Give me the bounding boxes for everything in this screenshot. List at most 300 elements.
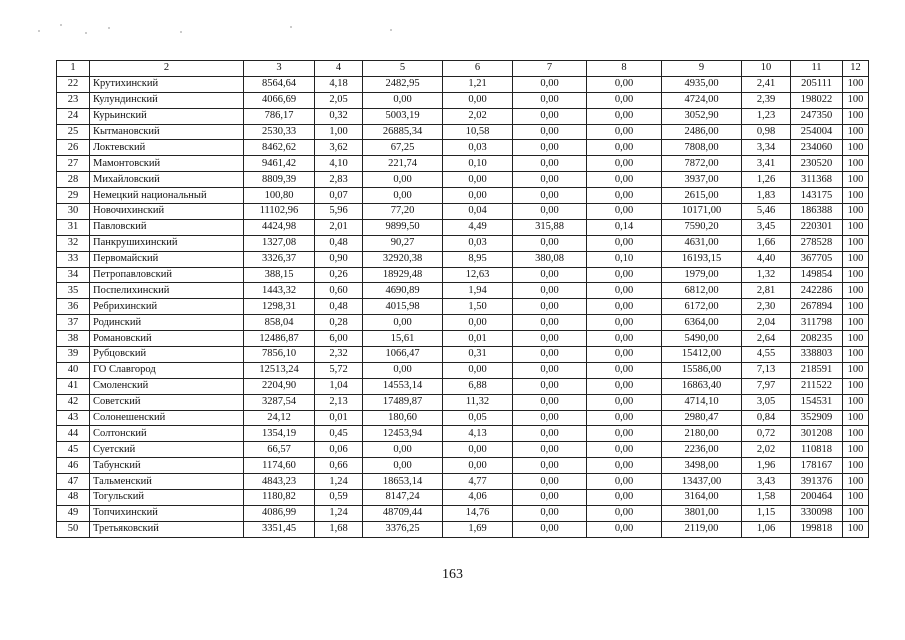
table-cell: 10,58: [443, 124, 513, 140]
table-cell: 352909: [791, 410, 843, 426]
table-cell: 2,13: [315, 394, 363, 410]
table-cell: 16193,15: [662, 251, 742, 267]
table-cell: 15586,00: [662, 362, 742, 378]
table-cell: 11102,96: [244, 204, 315, 220]
table-cell: 1,50: [443, 299, 513, 315]
table-row: [57, 188, 869, 204]
district-name-cell: Кытмановский: [90, 124, 244, 140]
district-name-cell: Новочихинский: [90, 204, 244, 220]
table-cell: 1,23: [742, 108, 791, 124]
table-cell: 0,00: [587, 394, 662, 410]
district-name-cell: Рубцовский: [90, 347, 244, 363]
table-cell: 0,00: [513, 140, 587, 156]
table-cell: 0,00: [513, 505, 587, 521]
table-cell: 208235: [791, 331, 843, 347]
district-name-cell: Мамонтовский: [90, 156, 244, 172]
row-number-cell: 32: [57, 235, 90, 251]
table-cell: 858,04: [244, 315, 315, 331]
table-cell: 4843,23: [244, 474, 315, 490]
table-cell: 10171,00: [662, 204, 742, 220]
table-cell: 7,97: [742, 378, 791, 394]
district-name-cell: Панкрушихинский: [90, 235, 244, 251]
table-cell: 2204,90: [244, 378, 315, 394]
district-name-cell: Локтевский: [90, 140, 244, 156]
table-cell: 4,55: [742, 347, 791, 363]
table-cell: 0,00: [587, 458, 662, 474]
row-number-cell: 43: [57, 410, 90, 426]
table-cell: 0,00: [513, 378, 587, 394]
table-cell: 247350: [791, 108, 843, 124]
table-cell: 1,32: [742, 267, 791, 283]
table-cell: 0,05: [443, 410, 513, 426]
table-cell: 0,00: [513, 474, 587, 490]
row-number-cell: 42: [57, 394, 90, 410]
table-cell: 4,77: [443, 474, 513, 490]
table-row: [57, 251, 869, 267]
table-cell: 1,66: [742, 235, 791, 251]
table-cell: 0,00: [587, 156, 662, 172]
table-row: [57, 521, 869, 537]
table-cell: 4,10: [315, 156, 363, 172]
table-cell: 100: [843, 426, 869, 442]
table-cell: 1,24: [315, 474, 363, 490]
table-cell: 1,04: [315, 378, 363, 394]
table-cell: 0,00: [513, 521, 587, 537]
table-cell: 3,43: [742, 474, 791, 490]
table-cell: 8,95: [443, 251, 513, 267]
table-cell: 0,00: [443, 442, 513, 458]
table-cell: 2236,00: [662, 442, 742, 458]
column-header: 9: [662, 61, 742, 77]
table-cell: 2180,00: [662, 426, 742, 442]
table-cell: 100: [843, 204, 869, 220]
row-number-cell: 34: [57, 267, 90, 283]
table-cell: 3376,25: [363, 521, 443, 537]
table-cell: 7872,00: [662, 156, 742, 172]
table-cell: 5490,00: [662, 331, 742, 347]
table-cell: 0,00: [513, 315, 587, 331]
table-cell: 0,00: [587, 521, 662, 537]
table-cell: 67,25: [363, 140, 443, 156]
table-cell: 0,00: [363, 315, 443, 331]
table-cell: 1443,32: [244, 283, 315, 299]
row-number-cell: 31: [57, 219, 90, 235]
table-cell: 3498,00: [662, 458, 742, 474]
table-cell: 0,00: [513, 410, 587, 426]
table-row: [57, 426, 869, 442]
table-cell: 1354,19: [244, 426, 315, 442]
table-cell: 0,26: [315, 267, 363, 283]
table-cell: 32920,38: [363, 251, 443, 267]
district-name-cell: Третьяковский: [90, 521, 244, 537]
table-cell: 100: [843, 458, 869, 474]
table-cell: 267894: [791, 299, 843, 315]
column-header: 12: [843, 61, 869, 77]
table-cell: 100,80: [244, 188, 315, 204]
table-row: [57, 140, 869, 156]
table-cell: 200464: [791, 490, 843, 506]
table-cell: 100: [843, 315, 869, 331]
column-header: 11: [791, 61, 843, 77]
table-cell: 1,21: [443, 76, 513, 92]
table-cell: 1,15: [742, 505, 791, 521]
table-cell: 0,32: [315, 108, 363, 124]
district-name-cell: Родинский: [90, 315, 244, 331]
table-cell: 0,00: [587, 347, 662, 363]
table-cell: 0,84: [742, 410, 791, 426]
row-number-cell: 48: [57, 490, 90, 506]
table-row: [57, 219, 869, 235]
table-row: [57, 172, 869, 188]
table-cell: 4,49: [443, 219, 513, 235]
table-cell: 0,00: [513, 188, 587, 204]
table-cell: 0,07: [315, 188, 363, 204]
table-cell: 0,59: [315, 490, 363, 506]
table-cell: 15412,00: [662, 347, 742, 363]
row-number-cell: 38: [57, 331, 90, 347]
table-cell: 100: [843, 410, 869, 426]
table-cell: 13437,00: [662, 474, 742, 490]
table-cell: 0,00: [513, 442, 587, 458]
table-cell: 2119,00: [662, 521, 742, 537]
table-cell: 0,01: [315, 410, 363, 426]
table-cell: 0,10: [443, 156, 513, 172]
table-cell: 1298,31: [244, 299, 315, 315]
table-cell: 0,00: [587, 474, 662, 490]
table-cell: 380,08: [513, 251, 587, 267]
table-cell: 211522: [791, 378, 843, 394]
table-cell: 367705: [791, 251, 843, 267]
row-number-cell: 41: [57, 378, 90, 394]
table-cell: 3164,00: [662, 490, 742, 506]
table-cell: 199818: [791, 521, 843, 537]
table-cell: 0,00: [513, 92, 587, 108]
table-cell: 14553,14: [363, 378, 443, 394]
district-name-cell: Топчихинский: [90, 505, 244, 521]
table-cell: 8809,39: [244, 172, 315, 188]
table-cell: 198022: [791, 92, 843, 108]
table-cell: 0,00: [587, 188, 662, 204]
table-cell: 0,00: [443, 362, 513, 378]
table-cell: 9899,50: [363, 219, 443, 235]
table-cell: 4066,69: [244, 92, 315, 108]
table-cell: 100: [843, 394, 869, 410]
table-cell: 1180,82: [244, 490, 315, 506]
table-cell: 12513,24: [244, 362, 315, 378]
table-cell: 4424,98: [244, 219, 315, 235]
row-number-cell: 29: [57, 188, 90, 204]
table-cell: 3052,90: [662, 108, 742, 124]
column-header: 4: [315, 61, 363, 77]
scan-artifacts: [30, 18, 450, 38]
table-cell: 5,46: [742, 204, 791, 220]
table-row: [57, 267, 869, 283]
table-cell: 0,00: [513, 172, 587, 188]
table-cell: 8147,24: [363, 490, 443, 506]
table-row: [57, 204, 869, 220]
table-cell: 0,31: [443, 347, 513, 363]
row-number-cell: 46: [57, 458, 90, 474]
table-cell: 2980,47: [662, 410, 742, 426]
table-cell: 0,00: [363, 458, 443, 474]
table-cell: 0,00: [363, 172, 443, 188]
table-cell: 0,00: [513, 267, 587, 283]
table-cell: 311798: [791, 315, 843, 331]
table-cell: 100: [843, 474, 869, 490]
table-cell: 0,00: [513, 235, 587, 251]
table-row: [57, 108, 869, 124]
table-row: [57, 474, 869, 490]
table-cell: 7808,00: [662, 140, 742, 156]
row-number-cell: 39: [57, 347, 90, 363]
table-cell: 100: [843, 442, 869, 458]
table-cell: 1,96: [742, 458, 791, 474]
table-cell: 0,04: [443, 204, 513, 220]
table-cell: 180,60: [363, 410, 443, 426]
table-cell: 0,00: [513, 331, 587, 347]
table-cell: 100: [843, 283, 869, 299]
table-cell: 5,96: [315, 204, 363, 220]
table-cell: 12486,87: [244, 331, 315, 347]
table-cell: 1174,60: [244, 458, 315, 474]
column-header: 3: [244, 61, 315, 77]
district-name-cell: Тальменский: [90, 474, 244, 490]
table-cell: 0,00: [587, 140, 662, 156]
table-cell: 100: [843, 267, 869, 283]
table-cell: 0,00: [513, 347, 587, 363]
table-cell: 1979,00: [662, 267, 742, 283]
table-cell: 0,00: [513, 394, 587, 410]
table-cell: 100: [843, 188, 869, 204]
table-row: [57, 124, 869, 140]
column-header: 5: [363, 61, 443, 77]
table-cell: 0,90: [315, 251, 363, 267]
table-cell: 15,61: [363, 331, 443, 347]
table-cell: 100: [843, 347, 869, 363]
table-cell: 0,00: [587, 124, 662, 140]
table-cell: 0,00: [587, 267, 662, 283]
table-cell: 0,00: [363, 362, 443, 378]
table-cell: 5003,19: [363, 108, 443, 124]
table-row: [57, 505, 869, 521]
table-cell: 3351,45: [244, 521, 315, 537]
table-cell: 100: [843, 92, 869, 108]
table-row: [57, 331, 869, 347]
table-cell: 205111: [791, 76, 843, 92]
table-row: [57, 394, 869, 410]
district-name-cell: Кулундинский: [90, 92, 244, 108]
table-cell: 0,45: [315, 426, 363, 442]
district-name-cell: Крутихинский: [90, 76, 244, 92]
table-cell: 0,00: [443, 172, 513, 188]
table-cell: 100: [843, 362, 869, 378]
table-cell: 0,10: [587, 251, 662, 267]
table-cell: 0,00: [513, 490, 587, 506]
table-cell: 221,74: [363, 156, 443, 172]
row-number-cell: 33: [57, 251, 90, 267]
table-cell: 0,00: [513, 204, 587, 220]
table-cell: 786,17: [244, 108, 315, 124]
table-row: [57, 299, 869, 315]
table-cell: 0,00: [587, 410, 662, 426]
table-row: [57, 347, 869, 363]
table-row: [57, 458, 869, 474]
table-cell: 4,06: [443, 490, 513, 506]
table-cell: 6,00: [315, 331, 363, 347]
table-cell: 90,27: [363, 235, 443, 251]
table-cell: 3,62: [315, 140, 363, 156]
table-cell: 4086,99: [244, 505, 315, 521]
table-cell: 186388: [791, 204, 843, 220]
table-cell: 2,83: [315, 172, 363, 188]
table-row: [57, 156, 869, 172]
district-name-cell: Тогульский: [90, 490, 244, 506]
table-cell: 17489,87: [363, 394, 443, 410]
table-cell: 254004: [791, 124, 843, 140]
table-cell: 0,00: [587, 172, 662, 188]
table-cell: 1,69: [443, 521, 513, 537]
table-cell: 0,00: [587, 108, 662, 124]
table-cell: 0,00: [443, 315, 513, 331]
table-cell: 0,00: [513, 76, 587, 92]
table-cell: 2,01: [315, 219, 363, 235]
column-header: 6: [443, 61, 513, 77]
table-row: [57, 378, 869, 394]
table-cell: 3801,00: [662, 505, 742, 521]
district-name-cell: Павловский: [90, 219, 244, 235]
district-name-cell: Суетский: [90, 442, 244, 458]
table-cell: 24,12: [244, 410, 315, 426]
table-cell: 9461,42: [244, 156, 315, 172]
table-cell: 18929,48: [363, 267, 443, 283]
table-cell: 2,64: [742, 331, 791, 347]
column-header: 2: [90, 61, 244, 77]
table-cell: 0,00: [587, 378, 662, 394]
table-cell: 0,01: [443, 331, 513, 347]
row-number-cell: 22: [57, 76, 90, 92]
district-name-cell: Табунский: [90, 458, 244, 474]
table-cell: 0,00: [513, 108, 587, 124]
table-cell: 16863,40: [662, 378, 742, 394]
row-number-cell: 30: [57, 204, 90, 220]
table-cell: 12,63: [443, 267, 513, 283]
row-number-cell: 27: [57, 156, 90, 172]
table-cell: 1,83: [742, 188, 791, 204]
table-cell: 0,06: [315, 442, 363, 458]
table-cell: 2,04: [742, 315, 791, 331]
row-number-cell: 24: [57, 108, 90, 124]
table-body: [57, 76, 869, 537]
table-cell: 8564,64: [244, 76, 315, 92]
table-cell: 4015,98: [363, 299, 443, 315]
table-cell: 0,00: [587, 204, 662, 220]
table-cell: 14,76: [443, 505, 513, 521]
table-cell: 143175: [791, 188, 843, 204]
table-cell: 0,00: [587, 505, 662, 521]
table-cell: 7,13: [742, 362, 791, 378]
table-cell: 1066,47: [363, 347, 443, 363]
district-name-cell: Первомайский: [90, 251, 244, 267]
table-cell: 100: [843, 299, 869, 315]
table-cell: 2,05: [315, 92, 363, 108]
row-number-cell: 40: [57, 362, 90, 378]
table-cell: 315,88: [513, 219, 587, 235]
table-cell: 0,00: [587, 92, 662, 108]
table-cell: 0,60: [315, 283, 363, 299]
table-cell: 66,57: [244, 442, 315, 458]
table-cell: 338803: [791, 347, 843, 363]
row-number-cell: 49: [57, 505, 90, 521]
table-cell: 0,00: [363, 188, 443, 204]
table-cell: 4631,00: [662, 235, 742, 251]
table-cell: 3287,54: [244, 394, 315, 410]
table-cell: 311368: [791, 172, 843, 188]
table-cell: 0,48: [315, 299, 363, 315]
table-cell: 0,03: [443, 235, 513, 251]
table-cell: 1,24: [315, 505, 363, 521]
table-cell: 0,28: [315, 315, 363, 331]
district-name-cell: Михайловский: [90, 172, 244, 188]
table-cell: 2530,33: [244, 124, 315, 140]
table-cell: 0,00: [513, 124, 587, 140]
table-cell: 0,00: [587, 235, 662, 251]
table-cell: 0,00: [513, 299, 587, 315]
table-cell: 230520: [791, 156, 843, 172]
table-cell: 11,32: [443, 394, 513, 410]
column-header: 10: [742, 61, 791, 77]
table-cell: 0,00: [513, 426, 587, 442]
table-cell: 2,39: [742, 92, 791, 108]
table-cell: 301208: [791, 426, 843, 442]
table-cell: 388,15: [244, 267, 315, 283]
table-cell: 3,41: [742, 156, 791, 172]
table-cell: 7856,10: [244, 347, 315, 363]
table-cell: 0,03: [443, 140, 513, 156]
table-cell: 0,00: [443, 92, 513, 108]
table-cell: 2615,00: [662, 188, 742, 204]
column-header: 7: [513, 61, 587, 77]
table-cell: 1,68: [315, 521, 363, 537]
table-cell: 100: [843, 251, 869, 267]
table-cell: 77,20: [363, 204, 443, 220]
table-cell: 6172,00: [662, 299, 742, 315]
row-number-cell: 35: [57, 283, 90, 299]
table-cell: 110818: [791, 442, 843, 458]
table-cell: 100: [843, 172, 869, 188]
table-row: [57, 362, 869, 378]
table-cell: 0,00: [443, 188, 513, 204]
district-name-cell: Петропавловский: [90, 267, 244, 283]
column-header: 8: [587, 61, 662, 77]
row-number-cell: 36: [57, 299, 90, 315]
table-cell: 0,00: [587, 283, 662, 299]
table-cell: 18653,14: [363, 474, 443, 490]
table-cell: 178167: [791, 458, 843, 474]
row-number-cell: 28: [57, 172, 90, 188]
table-cell: 2,41: [742, 76, 791, 92]
table-cell: 100: [843, 140, 869, 156]
table-cell: 0,00: [587, 362, 662, 378]
table-cell: 2,30: [742, 299, 791, 315]
table-cell: 2486,00: [662, 124, 742, 140]
table-cell: 0,00: [513, 156, 587, 172]
row-number-cell: 25: [57, 124, 90, 140]
table-cell: 218591: [791, 362, 843, 378]
table-cell: 6,88: [443, 378, 513, 394]
table-cell: 0,00: [363, 442, 443, 458]
table-cell: 8462,62: [244, 140, 315, 156]
table-cell: 5,72: [315, 362, 363, 378]
